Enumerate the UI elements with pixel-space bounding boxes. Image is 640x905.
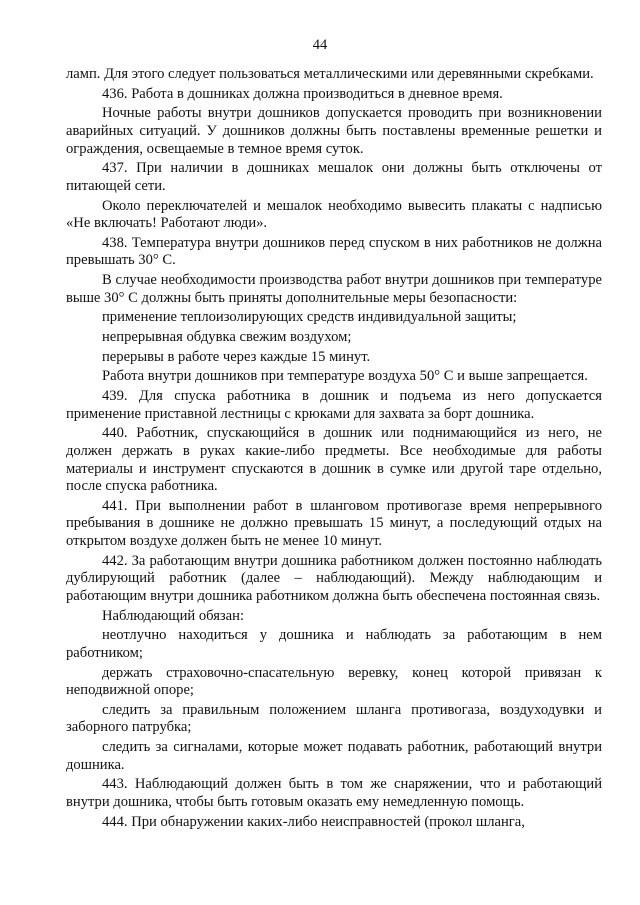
paragraph-444: 444. При обнаружении каких-либо неисправностей (прокол шланга, — [102, 813, 525, 830]
list-item-ventilation: непрерывная обдувка свежим воздухом; — [102, 329, 352, 346]
paragraph-439: 439. Для спуска работника в дошник и подъема из него допускается применение приставной лестницы с крюками для захвата за борт дошника. — [66, 388, 602, 422]
paragraph-posters: Около переключателей и мешалок необходимо вывесить плакаты с надписью «Не включать! Работают люди». — [66, 197, 602, 232]
paragraph-observer-duties: Наблюдающий обязан: — [102, 607, 245, 624]
paragraph-441: 441. При выполнении работ в шланговом противогазе время непрерывного пребывания в дошнике не должно превышать 15 минут, а последующий отдых на открытом воздухе должен быть не менее 10 минут. — [66, 497, 602, 550]
paragraph-night-work: Ночные работы внутри дошников допускается проводить при возникновении аварийных ситуаций. У дошников должны быть поставлены временные решетки и ограждения, освещаемые в темное время суток. — [66, 105, 602, 157]
list-item-insulation: применение теплоизолирующих средств индивидуальной защиты; — [102, 309, 517, 326]
paragraph-436: 436. Работа в дошниках должна производиться в дневное время. — [102, 85, 503, 102]
list-item-stay-near: неотлучно находиться у дошника и наблюдать за работающим в нем работником; — [66, 627, 602, 661]
paragraph-437: 437. При наличии в дошниках мешалок они должны быть отключены от питающей сети. — [66, 160, 602, 194]
paragraph-work-prohibited: Работа внутри дошников при температуре воздуха 50° С и выше запрещается. — [102, 368, 588, 385]
paragraph-continuation: ламп. Для этого следует пользоваться металлическими или деревянными скребками. — [66, 66, 594, 82]
paragraph-extra-measures: В случае необходимости производства работ внутри дошников при температуре выше 30° С должны быть приняты дополнительные меры безопасности: — [66, 272, 602, 306]
list-item-hold-rope: держать страховочно-спасательную веревку, конец которой привязан к неподвижной опоре; — [66, 664, 602, 699]
paragraph-440: 440. Работник, спускающийся в дошник или поднимающийся из него, не должен держать в руках какие-либо предметы. Все необходимые для работы материалы и инструмент спускаются в дошник в сумке или другой таре отдельно, после спуска работника. — [66, 425, 602, 495]
list-item-watch-signals: следить за сигналами, которые может подавать работник, работающий внутри дошника. — [66, 739, 602, 773]
paragraph-443: 443. Наблюдающий должен быть в том же снаряжении, что и работающий внутри дошника, чтобы быть готовым оказать ему немедленную помощь. — [66, 776, 602, 811]
paragraph-442: 442. За работающим внутри дошника работником должен постоянно наблюдать дублирующий работник (далее – наблюдающий). Между наблюдающим и работающим внутри дошника работником должна быть обеспечена постоянная связь. — [66, 552, 602, 604]
page-number: 44 — [312, 37, 328, 53]
list-item-breaks: перерывы в работе через каждые 15 минут. — [102, 348, 371, 365]
paragraph-438: 438. Температура внутри дошников перед спуском в них работников не должна превышать 30° С. — [66, 234, 602, 269]
list-item-watch-hose: следить за правильным положением шланга противогаза, воздуходувки и заборного патрубка; — [66, 701, 602, 736]
document-body — [66, 66, 602, 833]
